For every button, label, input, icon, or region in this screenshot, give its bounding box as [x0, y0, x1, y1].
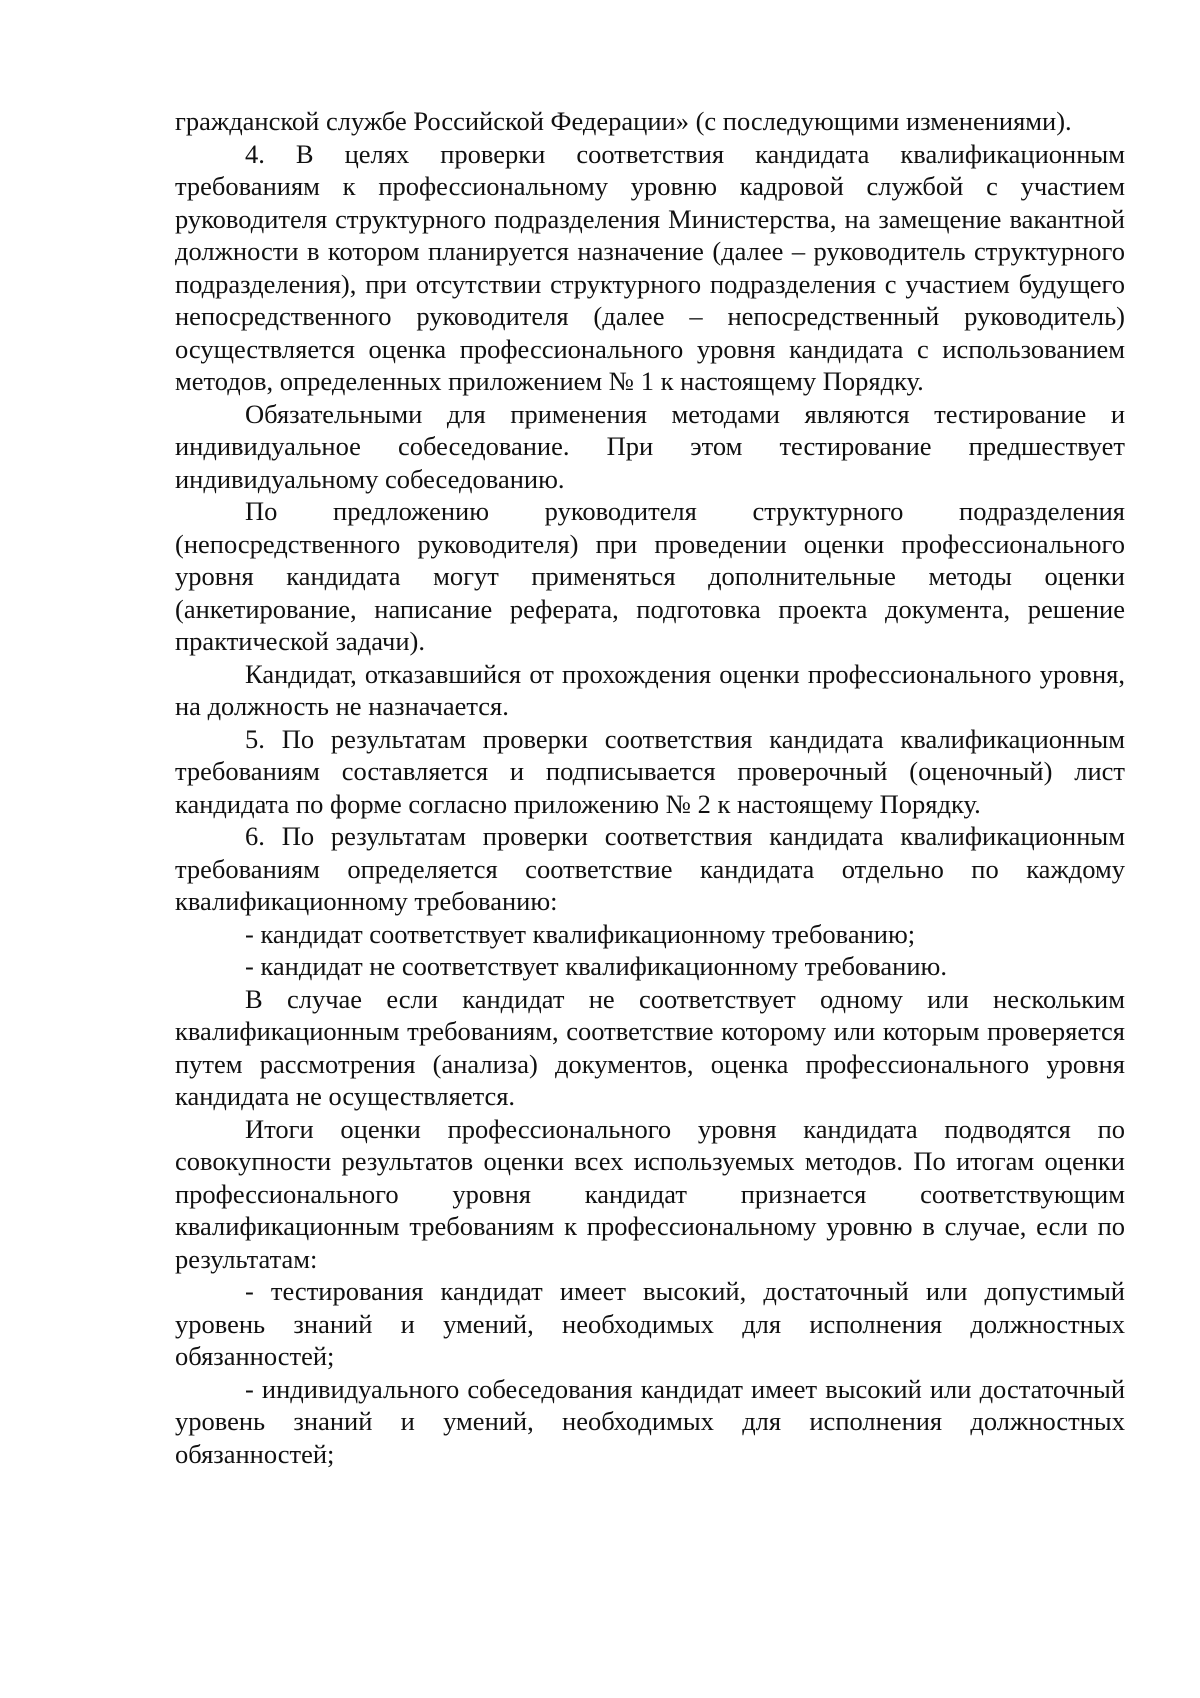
list-item-complies: - кандидат соответствует квалификационному требованию; [245, 918, 916, 949]
list-item-not-complies: - кандидат не соответствует квалификационному требованию. [245, 951, 947, 981]
paragraph-refusal: Кандидат, отказавшийся от прохождения оценки профессионального уровня, на должность не назначается. [175, 658, 1125, 721]
paragraph-noncompliance-case: В случае если кандидат не соответствует одному или нескольким квалификационным требованиям, соответствие которому или которым проверяется путем рассмотрения (анализа) документов, оценка профессионального уровня кандидата не осуществляется. [175, 983, 1125, 1111]
paragraph-mandatory-methods: Обязательными для применения методами являются тестирование и индивидуальное собеседование. При этом тестирование предшествует индивидуальному собеседованию. [175, 398, 1125, 494]
paragraph-continuation: гражданской службе Российской Федерации» (с последующими изменениями). [175, 106, 1072, 136]
paragraph-additional-methods: По предложению руководителя структурного подразделения (непосредственного руководителя) при проведении оценки профессионального уровня кандидата могут применяться дополнительные методы оценки (анкетирование, написание реферата, подготовка проекта документа, решение практической задачи). [175, 496, 1125, 656]
list-item-testing: - тестирования кандидат имеет высокий, достаточный или допустимый уровень знаний и умений, необходимых для исполнения должностных обязанностей; [175, 1276, 1125, 1371]
paragraph-item-6: 6. По результатам проверки соответствия кандидата квалификационным требованиям определяется соответствие кандидата отдельно по каждому квалификационному требованию: [175, 821, 1125, 916]
document-page [175, 105, 1125, 1470]
paragraph-assessment-results: Итоги оценки профессионального уровня кандидата подводятся по совокупности результатов оценки всех используемых методов. По итогам оценки профессионального уровня кандидат признается соответствующим квалификационным требованиям к профессиональному уровню в случае, если по результатам: [175, 1113, 1125, 1274]
paragraph-item-4: 4. В целях проверки соответствия кандидата квалификационным требованиям к профессиональному уровню кадровой службой с участием руководителя структурного подразделения Министерства, на замещение вакантной должности в котором планируется назначение (далее – руководитель структурного подразделения), при отсутствии структурного подразделения с участием будущего непосредственного руководителя (далее – непосредственный руководитель) осуществляется оценка профессионального уровня кандидата с использованием методов, определенных приложением № 1 к настоящему Порядку. [175, 138, 1125, 396]
list-item-interview: - индивидуального собеседования кандидат имеет высокий или достаточный уровень знаний и умений, необходимых для исполнения должностных обязанностей; [175, 1373, 1125, 1469]
paragraph-item-5: 5. По результатам проверки соответствия кандидата квалификационным требованиям составляется и подписывается проверочный (оценочный) лист кандидата по форме согласно приложению № 2 к настоящему Порядку. [175, 723, 1125, 819]
